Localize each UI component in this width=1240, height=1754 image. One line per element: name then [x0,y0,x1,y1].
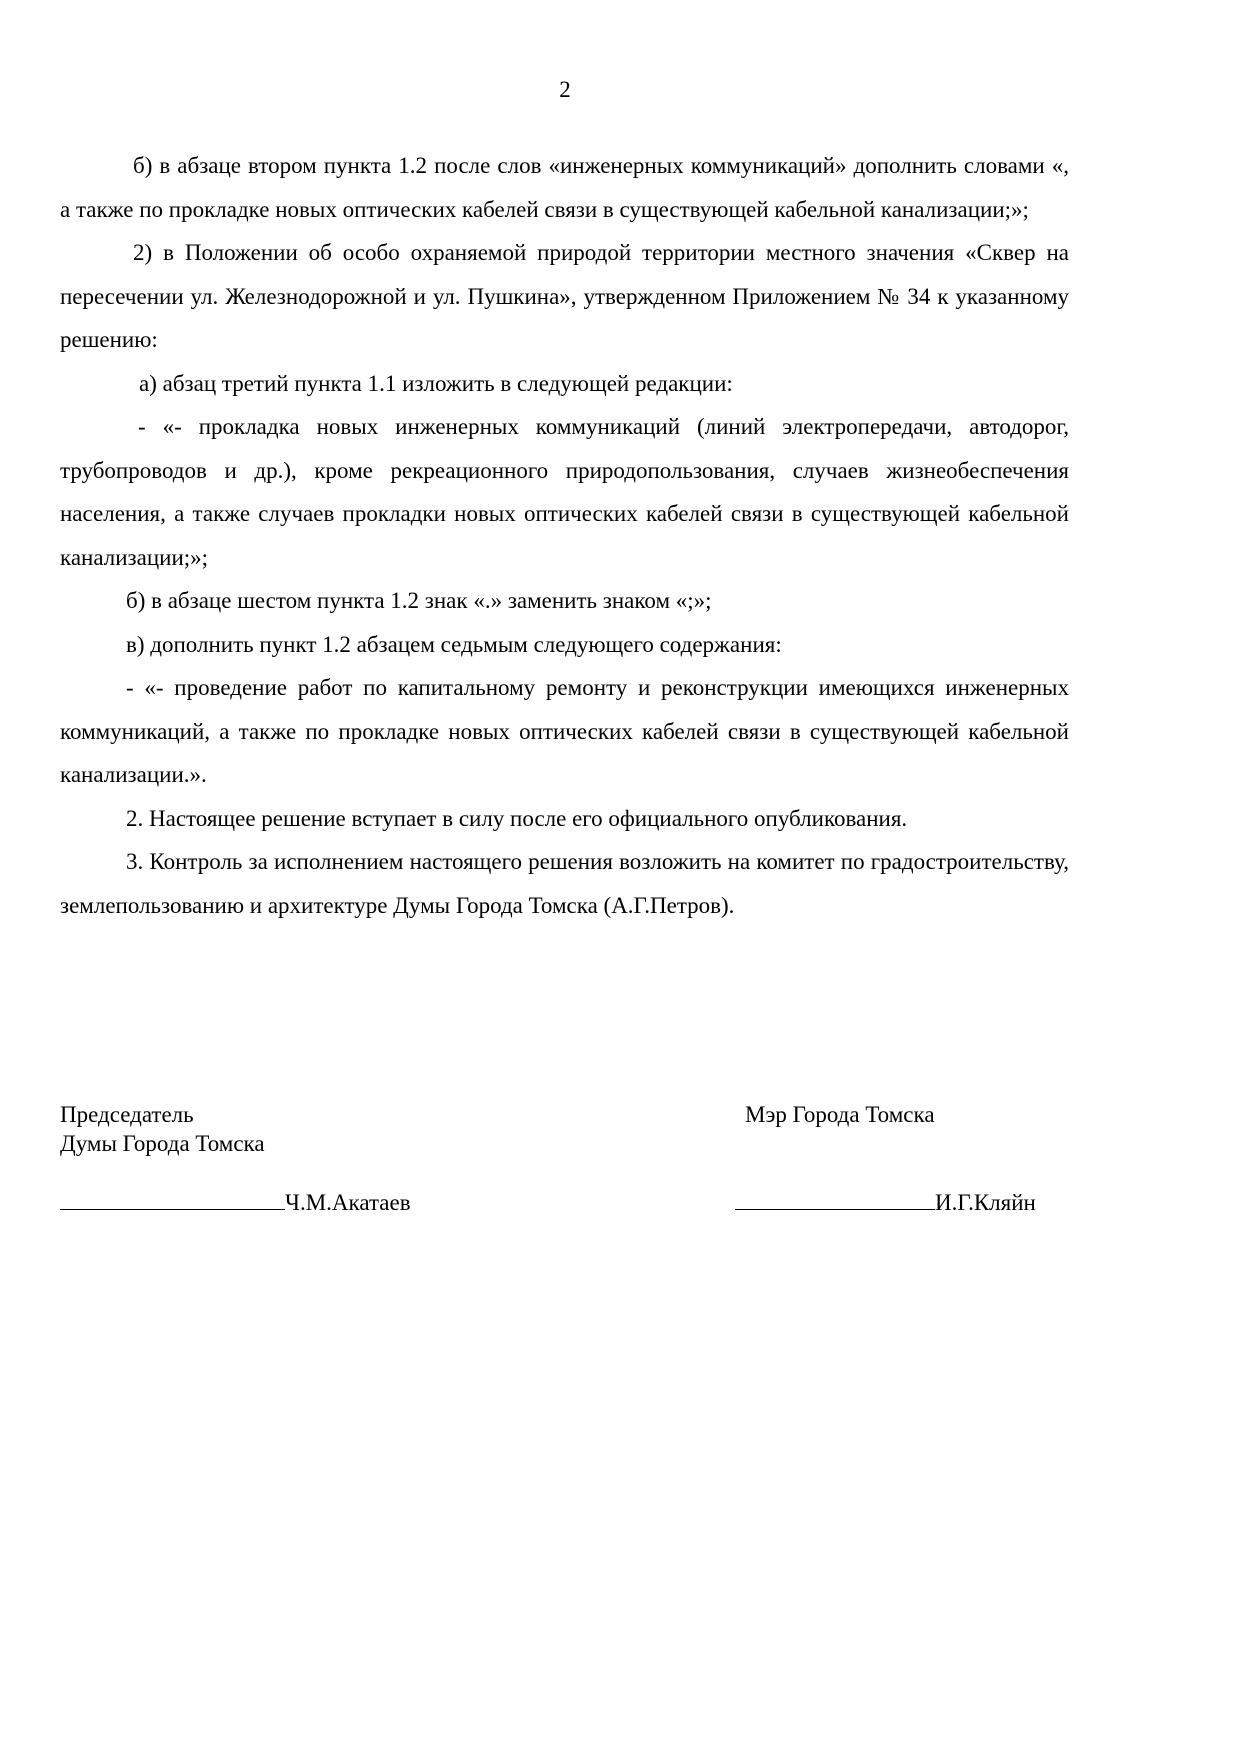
paragraph-2b: б) в абзаце шестом пункта 1.2 знак «.» заменить знаком «;»; [126,588,712,613]
paragraph-1b-amendment: б) в абзаце втором пункта 1.2 после слов «инженерных коммуникаций» дополнить словами «, а также по прокладке новых оптических кабелей связи в существующей кабельной канализации;»; [60,153,1069,222]
paragraph-2c-quote: - «- проведение работ по капитальному ремонту и реконструкции имеющихся инженерных коммуникаций, а также по прокладке новых оптических кабелей связи в существующей кабельной канализации.». [60,675,1069,787]
mayor-name: И.Г.Кляйн [935,1190,1036,1215]
document-body [60,144,1069,927]
chairman-name: Ч.М.Акатаев [285,1190,411,1215]
paragraph-2-regulation: 2) в Положении об особо охраняемой природой территории местного значения «Сквер на пересечении ул. Железнодорожной и ул. Пушкина», утвержденном Приложением № 34 к указанному решению: [60,240,1069,352]
chairman-signature-underline [60,1189,285,1210]
chairman-title-line2: Думы Города Томска [60,1131,265,1156]
page-number: 2 [559,77,571,102]
signature-block-mayor [745,1100,1145,1129]
signature-block-chairman [60,1100,560,1158]
paragraph-2a: а) абзац третий пункта 1.1 изложить в следующей редакции: [139,370,733,396]
chairman-signature-line [60,1188,560,1217]
paragraph-item-3: 3. Контроль за исполнением настоящего решения возложить на комитет по градостроительству, землепользованию и архитектуре Думы Города Томска (А.Г.Петров). [60,849,1069,918]
mayor-title: Мэр Города Томска [745,1102,935,1127]
paragraph-2c: в) дополнить пункт 1.2 абзацем седьмым следующего содержания: [126,631,782,657]
chairman-title-line1: Председатель [60,1102,194,1127]
paragraph-2a-quote: - «- прокладка новых инженерных коммуникаций (линий электропередачи, автодорог, трубопроводов и др.), кроме рекреационного природопользования, случаев жизнеобеспечения населения, а также случаев прокладки новых оптических кабелей связи в существующей кабельной канализации;»; [60,414,1069,570]
mayor-signature-line [735,1188,1135,1217]
paragraph-item-2: 2. Настоящее решение вступает в силу после его официального опубликования. [126,805,908,831]
mayor-signature-underline [735,1189,935,1210]
